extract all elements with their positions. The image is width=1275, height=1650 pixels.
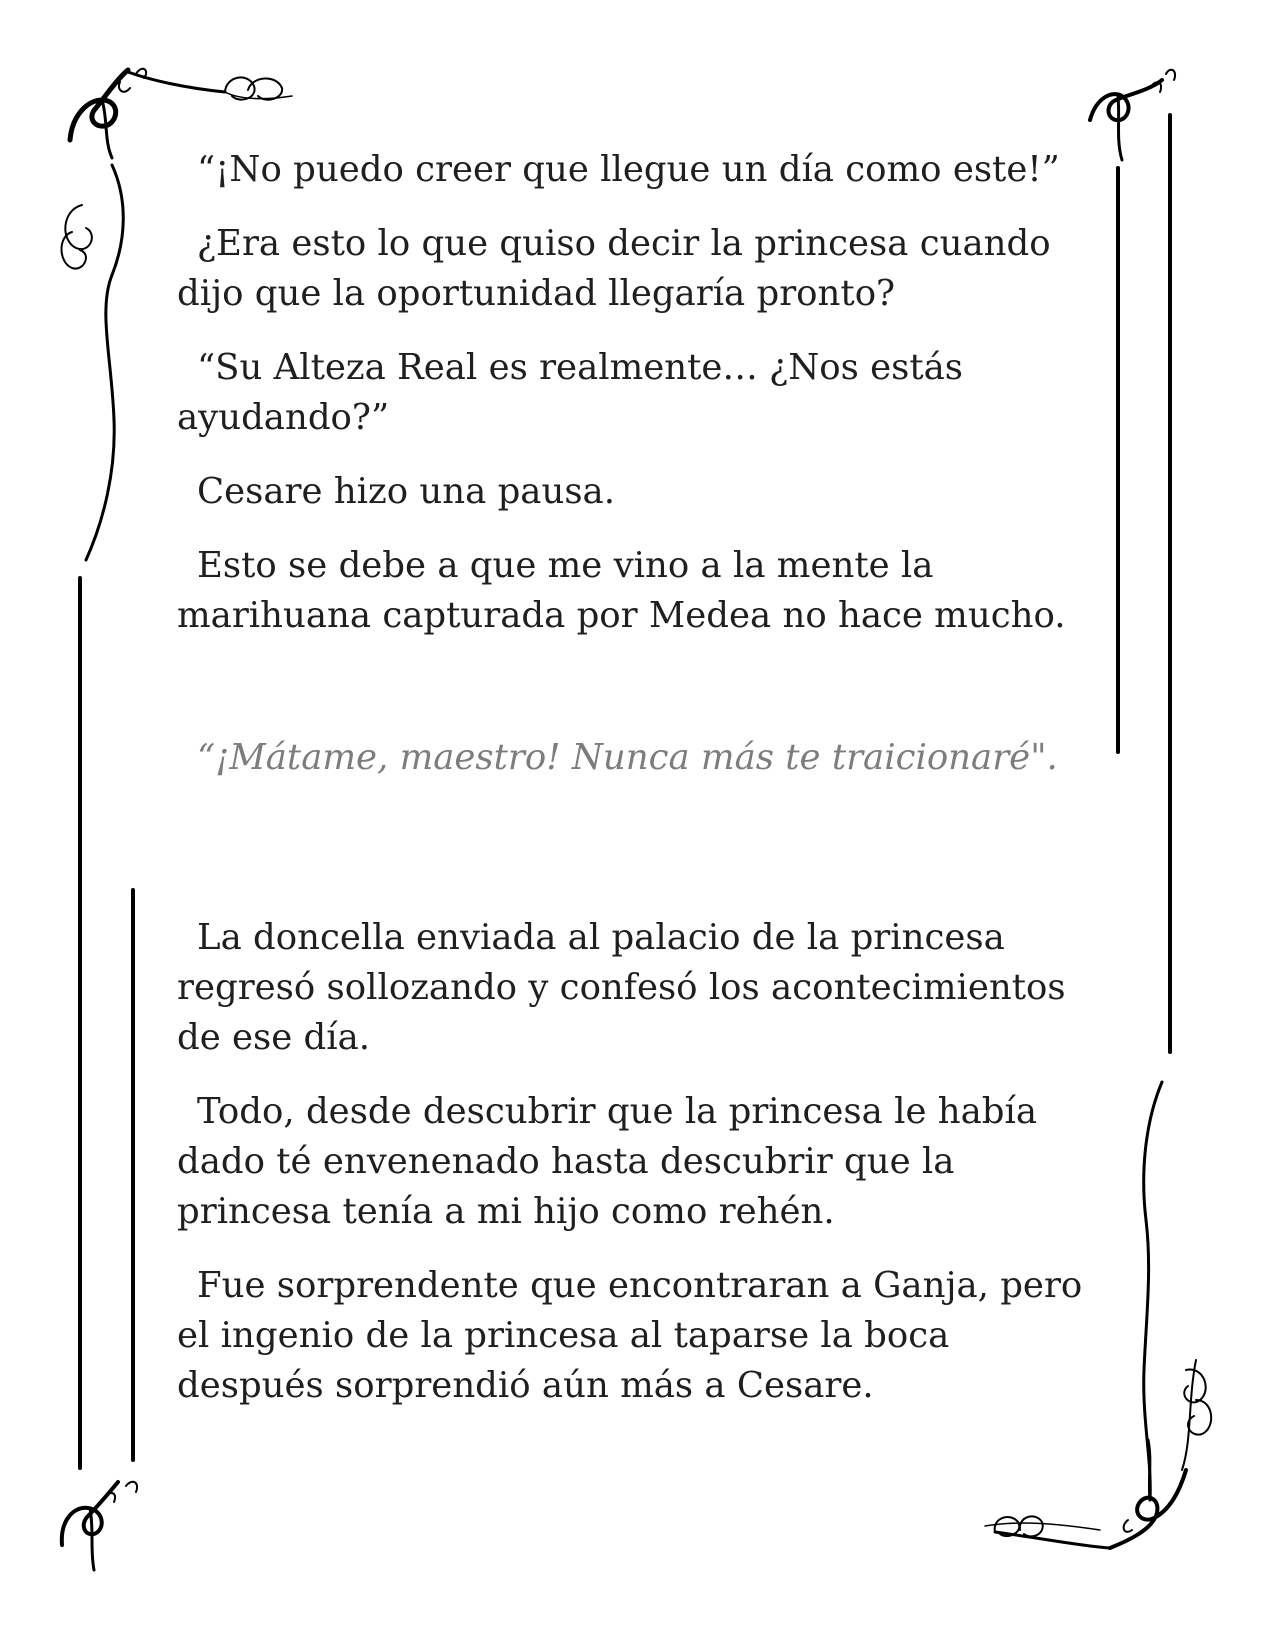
bottom-left-flourish-icon (62, 1482, 137, 1570)
story-text (177, 145, 1107, 1411)
paragraph: La doncella enviada al palacio de la princesa regresó sollozando y confesó los acontecimientos de ese día. (177, 917, 1066, 1058)
paragraph: “Su Alteza Real es realmente… ¿Nos estás ayudando?” (177, 347, 964, 438)
flashback-quote: “¡Mátame, maestro! Nunca más te traicionaré". (197, 737, 1058, 778)
paragraph: “¡No puedo creer que llegue un día como este!” (197, 149, 1060, 190)
paragraph: Todo, desde descubrir que la princesa le había dado té envenenado hasta descubrir que la princesa tenía a mi hijo como rehén. (177, 1091, 1038, 1232)
bottom-right-flourish-icon (985, 1440, 1186, 1548)
paragraph: Fue sorprendente que encontraran a Ganja, pero el ingenio de la princesa al taparse la boca después sorprendió aún más a Cesare. (177, 1265, 1083, 1406)
right-lower-flourish-icon (1144, 1082, 1211, 1500)
paragraph: Esto se debe a que me vino a la mente la marihuana capturada por Medea no hace mucho. (177, 545, 1066, 636)
paragraph: Cesare hizo una pausa. (197, 471, 615, 512)
paragraph: ¿Era esto lo que quiso decir la princesa cuando dijo que la oportunidad llegaría pronto? (177, 223, 1051, 314)
